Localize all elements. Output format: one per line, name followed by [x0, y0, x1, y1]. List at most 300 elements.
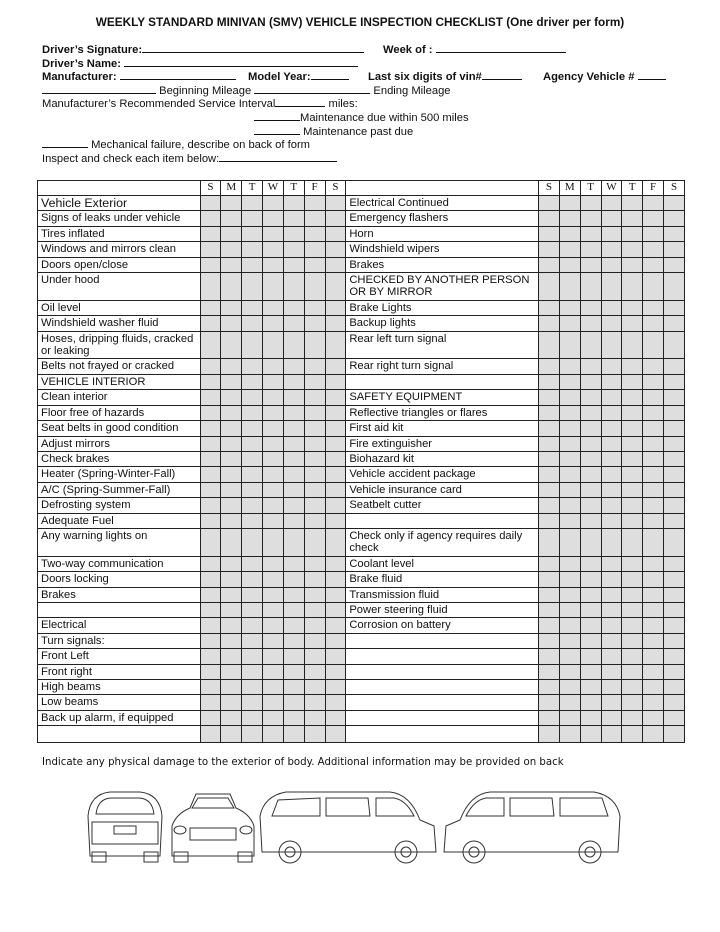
day-check-cell[interactable] [283, 602, 304, 617]
day-check-cell[interactable] [221, 273, 242, 301]
day-check-cell[interactable] [221, 436, 242, 451]
day-check-cell[interactable] [664, 211, 685, 226]
day-check-cell[interactable] [643, 226, 664, 241]
day-check-cell[interactable] [200, 556, 221, 571]
day-check-cell[interactable] [664, 467, 685, 482]
day-check-cell[interactable] [622, 467, 643, 482]
day-check-cell[interactable] [325, 374, 346, 389]
day-check-cell[interactable] [283, 374, 304, 389]
day-check-cell[interactable] [242, 726, 263, 743]
day-check-cell[interactable] [263, 405, 284, 420]
day-check-cell[interactable] [221, 556, 242, 571]
day-check-cell[interactable] [580, 710, 601, 725]
day-check-cell[interactable] [263, 467, 284, 482]
day-check-cell[interactable] [325, 405, 346, 420]
day-check-cell[interactable] [622, 482, 643, 497]
day-check-cell[interactable] [221, 242, 242, 257]
day-check-cell[interactable] [242, 257, 263, 272]
day-check-cell[interactable] [242, 300, 263, 315]
day-check-cell[interactable] [559, 649, 580, 664]
day-check-cell[interactable] [622, 587, 643, 602]
day-check-cell[interactable] [304, 242, 325, 257]
day-check-cell[interactable] [304, 331, 325, 359]
day-check-cell[interactable] [559, 316, 580, 331]
day-check-cell[interactable] [283, 273, 304, 301]
day-check-cell[interactable] [643, 572, 664, 587]
day-check-cell[interactable] [539, 257, 560, 272]
day-check-cell[interactable] [559, 498, 580, 513]
day-check-cell[interactable] [539, 226, 560, 241]
day-check-cell[interactable] [622, 390, 643, 405]
day-check-cell[interactable] [304, 374, 325, 389]
day-check-cell[interactable] [325, 513, 346, 528]
day-check-cell[interactable] [325, 242, 346, 257]
day-check-cell[interactable] [200, 467, 221, 482]
day-check-cell[interactable] [325, 451, 346, 466]
day-check-cell[interactable] [325, 726, 346, 743]
day-check-cell[interactable] [622, 226, 643, 241]
day-check-cell[interactable] [664, 649, 685, 664]
day-check-cell[interactable] [304, 226, 325, 241]
day-check-cell[interactable] [664, 618, 685, 633]
day-check-cell[interactable] [242, 710, 263, 725]
day-check-cell[interactable] [304, 528, 325, 556]
day-check-cell[interactable] [643, 680, 664, 695]
day-check-cell[interactable] [622, 359, 643, 374]
day-check-cell[interactable] [283, 436, 304, 451]
day-check-cell[interactable] [601, 513, 622, 528]
day-check-cell[interactable] [622, 421, 643, 436]
day-check-cell[interactable] [601, 467, 622, 482]
day-check-cell[interactable] [263, 498, 284, 513]
day-check-cell[interactable] [325, 226, 346, 241]
day-check-cell[interactable] [559, 436, 580, 451]
day-check-cell[interactable] [242, 587, 263, 602]
day-check-cell[interactable] [304, 405, 325, 420]
day-check-cell[interactable] [242, 528, 263, 556]
day-check-cell[interactable] [622, 572, 643, 587]
day-check-cell[interactable] [580, 316, 601, 331]
day-check-cell[interactable] [559, 405, 580, 420]
day-check-cell[interactable] [559, 257, 580, 272]
day-check-cell[interactable] [539, 300, 560, 315]
day-check-cell[interactable] [664, 633, 685, 648]
day-check-cell[interactable] [200, 242, 221, 257]
day-check-cell[interactable] [622, 726, 643, 743]
day-check-cell[interactable] [263, 211, 284, 226]
day-check-cell[interactable] [539, 726, 560, 743]
day-check-cell[interactable] [643, 587, 664, 602]
day-check-cell[interactable] [622, 374, 643, 389]
day-check-cell[interactable] [622, 242, 643, 257]
day-check-cell[interactable] [580, 695, 601, 710]
day-check-cell[interactable] [283, 242, 304, 257]
day-check-cell[interactable] [622, 664, 643, 679]
day-check-cell[interactable] [283, 331, 304, 359]
day-check-cell[interactable] [580, 226, 601, 241]
day-check-cell[interactable] [304, 633, 325, 648]
day-check-cell[interactable] [304, 649, 325, 664]
day-check-cell[interactable] [539, 695, 560, 710]
day-check-cell[interactable] [601, 436, 622, 451]
day-check-cell[interactable] [283, 467, 304, 482]
day-check-cell[interactable] [622, 316, 643, 331]
day-check-cell[interactable] [643, 498, 664, 513]
day-check-cell[interactable] [263, 528, 284, 556]
day-check-cell[interactable] [283, 680, 304, 695]
day-check-cell[interactable] [559, 726, 580, 743]
day-check-cell[interactable] [643, 451, 664, 466]
day-check-cell[interactable] [221, 405, 242, 420]
day-check-cell[interactable] [221, 467, 242, 482]
day-check-cell[interactable] [304, 664, 325, 679]
day-check-cell[interactable] [263, 226, 284, 241]
day-check-cell[interactable] [601, 421, 622, 436]
day-check-cell[interactable] [304, 257, 325, 272]
day-check-cell[interactable] [283, 226, 304, 241]
day-check-cell[interactable] [539, 242, 560, 257]
day-check-cell[interactable] [580, 273, 601, 301]
day-check-cell[interactable] [643, 273, 664, 301]
day-check-cell[interactable] [221, 451, 242, 466]
day-check-cell[interactable] [664, 451, 685, 466]
day-check-cell[interactable] [664, 331, 685, 359]
day-check-cell[interactable] [539, 528, 560, 556]
day-check-cell[interactable] [242, 467, 263, 482]
day-check-cell[interactable] [200, 359, 221, 374]
day-check-cell[interactable] [622, 196, 643, 211]
day-check-cell[interactable] [263, 196, 284, 211]
day-check-cell[interactable] [242, 211, 263, 226]
day-check-cell[interactable] [601, 242, 622, 257]
day-check-cell[interactable] [643, 649, 664, 664]
day-check-cell[interactable] [304, 211, 325, 226]
day-check-cell[interactable] [242, 359, 263, 374]
day-check-cell[interactable] [643, 513, 664, 528]
day-check-cell[interactable] [200, 726, 221, 743]
day-check-cell[interactable] [601, 680, 622, 695]
day-check-cell[interactable] [664, 664, 685, 679]
day-check-cell[interactable] [221, 710, 242, 725]
day-check-cell[interactable] [200, 513, 221, 528]
day-check-cell[interactable] [263, 513, 284, 528]
day-check-cell[interactable] [664, 421, 685, 436]
day-check-cell[interactable] [601, 633, 622, 648]
day-check-cell[interactable] [539, 513, 560, 528]
day-check-cell[interactable] [664, 359, 685, 374]
day-check-cell[interactable] [580, 405, 601, 420]
day-check-cell[interactable] [242, 680, 263, 695]
day-check-cell[interactable] [580, 374, 601, 389]
day-check-cell[interactable] [601, 664, 622, 679]
day-check-cell[interactable] [580, 572, 601, 587]
day-check-cell[interactable] [622, 633, 643, 648]
day-check-cell[interactable] [643, 300, 664, 315]
day-check-cell[interactable] [221, 618, 242, 633]
day-check-cell[interactable] [664, 556, 685, 571]
day-check-cell[interactable] [283, 695, 304, 710]
day-check-cell[interactable] [283, 498, 304, 513]
day-check-cell[interactable] [263, 421, 284, 436]
day-check-cell[interactable] [325, 602, 346, 617]
day-check-cell[interactable] [221, 726, 242, 743]
day-check-cell[interactable] [304, 196, 325, 211]
ending-mileage-field[interactable] [254, 83, 370, 94]
day-check-cell[interactable] [601, 695, 622, 710]
day-check-cell[interactable] [580, 359, 601, 374]
day-check-cell[interactable] [242, 602, 263, 617]
day-check-cell[interactable] [304, 451, 325, 466]
day-check-cell[interactable] [539, 664, 560, 679]
day-check-cell[interactable] [539, 467, 560, 482]
day-check-cell[interactable] [242, 451, 263, 466]
day-check-cell[interactable] [242, 316, 263, 331]
day-check-cell[interactable] [539, 572, 560, 587]
day-check-cell[interactable] [221, 300, 242, 315]
day-check-cell[interactable] [539, 316, 560, 331]
day-check-cell[interactable] [643, 242, 664, 257]
day-check-cell[interactable] [580, 618, 601, 633]
day-check-cell[interactable] [643, 257, 664, 272]
day-check-cell[interactable] [664, 695, 685, 710]
day-check-cell[interactable] [263, 390, 284, 405]
day-check-cell[interactable] [263, 242, 284, 257]
day-check-cell[interactable] [221, 211, 242, 226]
day-check-cell[interactable] [559, 226, 580, 241]
day-check-cell[interactable] [304, 498, 325, 513]
day-check-cell[interactable] [283, 528, 304, 556]
day-check-cell[interactable] [221, 390, 242, 405]
day-check-cell[interactable] [580, 257, 601, 272]
day-check-cell[interactable] [539, 196, 560, 211]
day-check-cell[interactable] [539, 359, 560, 374]
day-check-cell[interactable] [580, 680, 601, 695]
day-check-cell[interactable] [283, 513, 304, 528]
day-check-cell[interactable] [263, 664, 284, 679]
day-check-cell[interactable] [283, 710, 304, 725]
day-check-cell[interactable] [580, 300, 601, 315]
day-check-cell[interactable] [643, 331, 664, 359]
day-check-cell[interactable] [559, 556, 580, 571]
day-check-cell[interactable] [221, 316, 242, 331]
day-check-cell[interactable] [200, 602, 221, 617]
day-check-cell[interactable] [643, 196, 664, 211]
day-check-cell[interactable] [539, 618, 560, 633]
day-check-cell[interactable] [221, 528, 242, 556]
day-check-cell[interactable] [559, 572, 580, 587]
day-check-cell[interactable] [304, 602, 325, 617]
day-check-cell[interactable] [601, 482, 622, 497]
day-check-cell[interactable] [580, 602, 601, 617]
day-check-cell[interactable] [643, 618, 664, 633]
day-check-cell[interactable] [200, 211, 221, 226]
day-check-cell[interactable] [580, 196, 601, 211]
day-check-cell[interactable] [263, 633, 284, 648]
day-check-cell[interactable] [601, 390, 622, 405]
day-check-cell[interactable] [200, 680, 221, 695]
day-check-cell[interactable] [622, 680, 643, 695]
day-check-cell[interactable] [263, 695, 284, 710]
day-check-cell[interactable] [580, 451, 601, 466]
day-check-cell[interactable] [242, 436, 263, 451]
day-check-cell[interactable] [601, 273, 622, 301]
day-check-cell[interactable] [283, 587, 304, 602]
day-check-cell[interactable] [283, 421, 304, 436]
day-check-cell[interactable] [242, 421, 263, 436]
day-check-cell[interactable] [580, 436, 601, 451]
day-check-cell[interactable] [601, 316, 622, 331]
signature-field[interactable] [142, 42, 364, 53]
day-check-cell[interactable] [580, 513, 601, 528]
day-check-cell[interactable] [221, 587, 242, 602]
day-check-cell[interactable] [622, 618, 643, 633]
day-check-cell[interactable] [559, 300, 580, 315]
day-check-cell[interactable] [601, 649, 622, 664]
day-check-cell[interactable] [304, 300, 325, 315]
day-check-cell[interactable] [221, 649, 242, 664]
day-check-cell[interactable] [559, 211, 580, 226]
day-check-cell[interactable] [263, 374, 284, 389]
day-check-cell[interactable] [242, 242, 263, 257]
day-check-cell[interactable] [580, 211, 601, 226]
day-check-cell[interactable] [601, 257, 622, 272]
day-check-cell[interactable] [221, 226, 242, 241]
day-check-cell[interactable] [559, 331, 580, 359]
day-check-cell[interactable] [325, 359, 346, 374]
day-check-cell[interactable] [263, 556, 284, 571]
day-check-cell[interactable] [242, 196, 263, 211]
day-check-cell[interactable] [200, 257, 221, 272]
day-check-cell[interactable] [200, 451, 221, 466]
day-check-cell[interactable] [221, 602, 242, 617]
day-check-cell[interactable] [283, 257, 304, 272]
day-check-cell[interactable] [622, 556, 643, 571]
day-check-cell[interactable] [304, 513, 325, 528]
day-check-cell[interactable] [325, 587, 346, 602]
day-check-cell[interactable] [664, 572, 685, 587]
day-check-cell[interactable] [304, 316, 325, 331]
day-check-cell[interactable] [263, 257, 284, 272]
day-check-cell[interactable] [601, 359, 622, 374]
day-check-cell[interactable] [200, 436, 221, 451]
day-check-cell[interactable] [643, 421, 664, 436]
day-check-cell[interactable] [601, 196, 622, 211]
day-check-cell[interactable] [242, 390, 263, 405]
day-check-cell[interactable] [559, 680, 580, 695]
day-check-cell[interactable] [664, 374, 685, 389]
day-check-cell[interactable] [559, 528, 580, 556]
day-check-cell[interactable] [664, 300, 685, 315]
day-check-cell[interactable] [559, 374, 580, 389]
day-check-cell[interactable] [263, 273, 284, 301]
day-check-cell[interactable] [664, 482, 685, 497]
day-check-cell[interactable] [200, 196, 221, 211]
day-check-cell[interactable] [221, 680, 242, 695]
day-check-cell[interactable] [325, 572, 346, 587]
day-check-cell[interactable] [664, 726, 685, 743]
day-check-cell[interactable] [325, 421, 346, 436]
day-check-cell[interactable] [559, 482, 580, 497]
day-check-cell[interactable] [539, 556, 560, 571]
day-check-cell[interactable] [200, 300, 221, 315]
day-check-cell[interactable] [200, 482, 221, 497]
day-check-cell[interactable] [664, 226, 685, 241]
day-check-cell[interactable] [539, 331, 560, 359]
day-check-cell[interactable] [539, 710, 560, 725]
day-check-cell[interactable] [325, 649, 346, 664]
day-check-cell[interactable] [539, 498, 560, 513]
day-check-cell[interactable] [559, 664, 580, 679]
vehicle-damage-diagram[interactable] [80, 786, 640, 866]
service-interval-field[interactable] [275, 96, 325, 107]
day-check-cell[interactable] [304, 618, 325, 633]
day-check-cell[interactable] [539, 482, 560, 497]
day-check-cell[interactable] [283, 211, 304, 226]
day-check-cell[interactable] [263, 300, 284, 315]
day-check-cell[interactable] [601, 451, 622, 466]
day-check-cell[interactable] [283, 405, 304, 420]
day-check-cell[interactable] [580, 390, 601, 405]
day-check-cell[interactable] [325, 556, 346, 571]
day-check-cell[interactable] [221, 633, 242, 648]
day-check-cell[interactable] [325, 528, 346, 556]
day-check-cell[interactable] [664, 390, 685, 405]
day-check-cell[interactable] [304, 726, 325, 743]
day-check-cell[interactable] [325, 390, 346, 405]
day-check-cell[interactable] [221, 374, 242, 389]
day-check-cell[interactable] [200, 587, 221, 602]
day-check-cell[interactable] [304, 482, 325, 497]
day-check-cell[interactable] [601, 300, 622, 315]
day-check-cell[interactable] [325, 196, 346, 211]
day-check-cell[interactable] [601, 374, 622, 389]
day-check-cell[interactable] [539, 649, 560, 664]
day-check-cell[interactable] [283, 300, 304, 315]
day-check-cell[interactable] [325, 710, 346, 725]
day-check-cell[interactable] [304, 467, 325, 482]
day-check-cell[interactable] [263, 331, 284, 359]
day-check-cell[interactable] [580, 587, 601, 602]
day-check-cell[interactable] [643, 359, 664, 374]
day-check-cell[interactable] [664, 498, 685, 513]
day-check-cell[interactable] [664, 680, 685, 695]
day-check-cell[interactable] [283, 618, 304, 633]
day-check-cell[interactable] [622, 331, 643, 359]
day-check-cell[interactable] [664, 513, 685, 528]
day-check-cell[interactable] [221, 572, 242, 587]
day-check-cell[interactable] [622, 211, 643, 226]
day-check-cell[interactable] [539, 211, 560, 226]
day-check-cell[interactable] [304, 572, 325, 587]
day-check-cell[interactable] [242, 649, 263, 664]
day-check-cell[interactable] [304, 695, 325, 710]
day-check-cell[interactable] [643, 710, 664, 725]
day-check-cell[interactable] [601, 602, 622, 617]
day-check-cell[interactable] [643, 405, 664, 420]
day-check-cell[interactable] [580, 556, 601, 571]
day-check-cell[interactable] [622, 528, 643, 556]
day-check-cell[interactable] [221, 421, 242, 436]
day-check-cell[interactable] [622, 273, 643, 301]
day-check-cell[interactable] [622, 436, 643, 451]
day-check-cell[interactable] [559, 618, 580, 633]
day-check-cell[interactable] [283, 390, 304, 405]
day-check-cell[interactable] [643, 467, 664, 482]
day-check-cell[interactable] [622, 513, 643, 528]
maintenance-due-field[interactable] [254, 110, 300, 121]
day-check-cell[interactable] [221, 196, 242, 211]
day-check-cell[interactable] [304, 587, 325, 602]
